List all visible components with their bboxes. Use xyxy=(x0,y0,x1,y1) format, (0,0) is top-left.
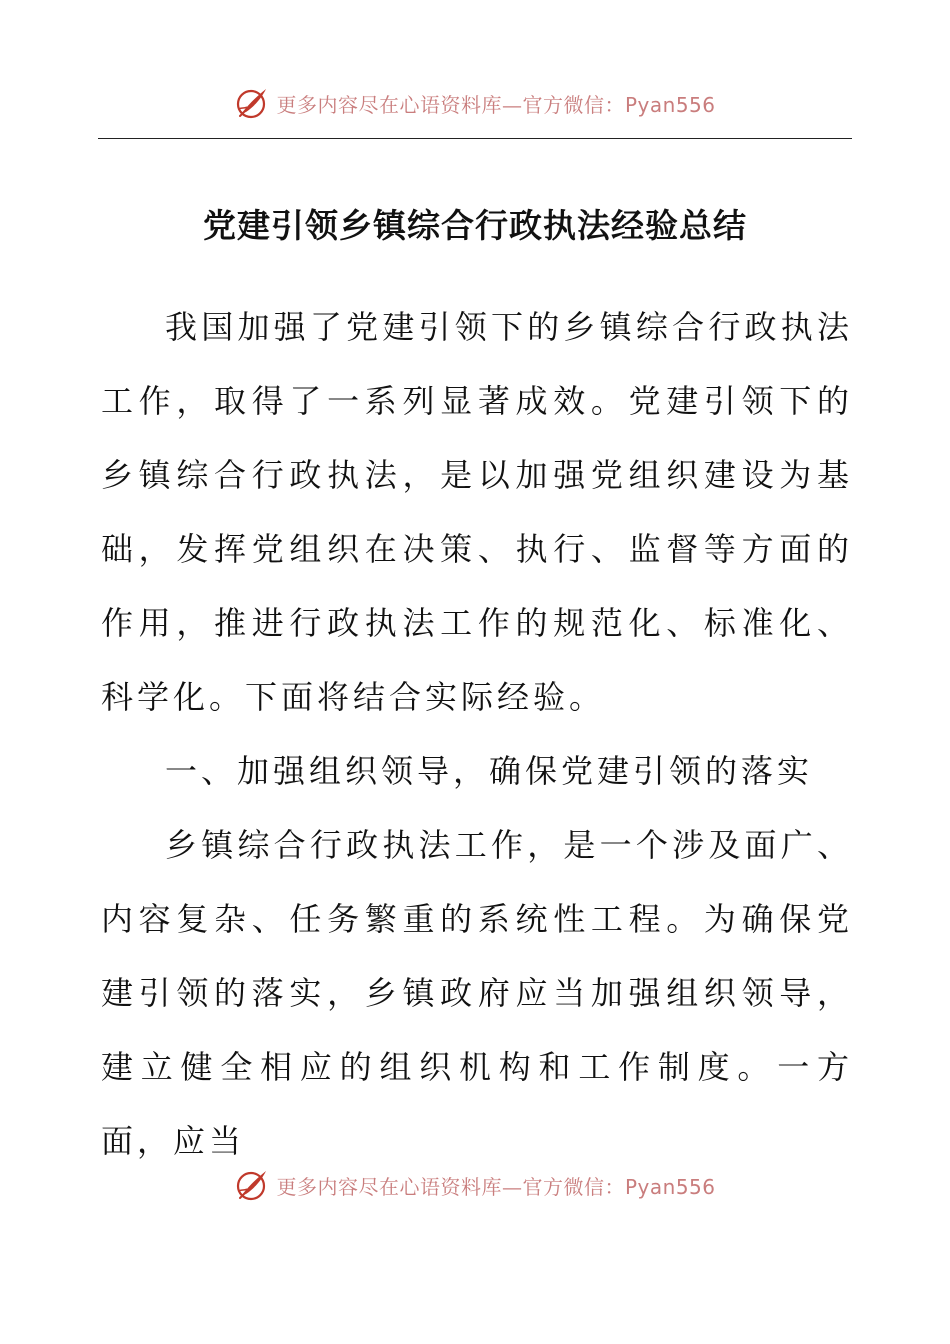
paragraph-intro: 我国加强了党建引领下的乡镇综合行政执法工作，取得了一系列显著成效。党建引领下的乡镇综合行政执法，是以加强党组织建设为基础，发挥党组织在决策、执行、监督等方面的作用，推进行政执法工作的规范化、标准化、科学化。下面将结合实际经验。 xyxy=(101,308,853,716)
header-wechat-id: Pyan556 xyxy=(624,92,716,117)
footer-banner xyxy=(0,1162,950,1208)
paragraph-section-1: 乡镇综合行政执法工作，是一个涉及面广、内容复杂、任务繁重的系统性工程。为确保党建引领的落实，乡镇政府应当加强组织领导，建立健全相应的组织机构和工作制度。一方面，应当 xyxy=(101,826,853,1160)
header-banner xyxy=(0,80,950,126)
footer-wechat-id: Pyan556 xyxy=(624,1174,716,1199)
footer-banner-text: 更多内容尽在心语资料库—官方微信：Pyan556 xyxy=(276,1174,716,1199)
quill-pen-logo-icon xyxy=(234,1167,270,1203)
header-divider xyxy=(98,138,852,139)
document-title: 党建引领乡镇综合行政执法经验总结 xyxy=(203,206,747,245)
quill-pen-logo-icon xyxy=(234,85,270,121)
section-heading-1: 一、加强组织领导，确保党建引领的落实 xyxy=(165,752,814,790)
header-banner-text: 更多内容尽在心语资料库—官方微信：Pyan556 xyxy=(276,92,716,117)
document-body xyxy=(101,290,853,1178)
